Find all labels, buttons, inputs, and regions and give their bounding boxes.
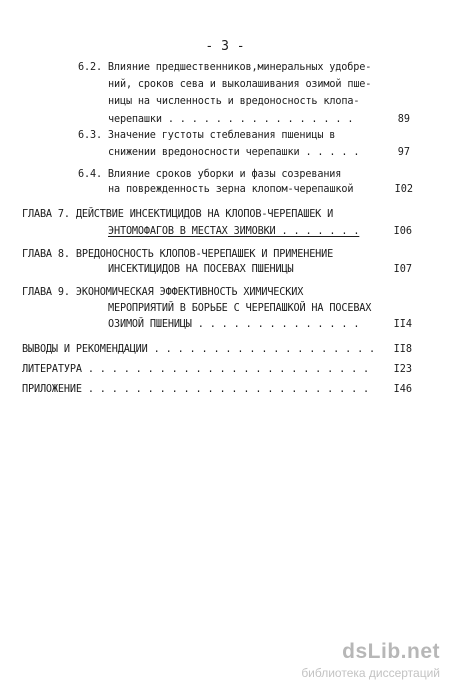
toc-6-2-line-4: черепашки . . . . . . . . . . . . . . . . — [108, 114, 354, 125]
toc-6-3-page: 97 — [397, 147, 410, 158]
toc-chapter-7-line-1: ГЛАВА 7. ДЕЙСТВИЕ ИНСЕКТИЦИДОВ НА КЛОПОВ-ЧЕРЕПАШЕК И — [22, 209, 334, 220]
toc-chapter-9-line-2: МЕРОПРИЯТИЙ В БОРЬБЕ С ЧЕРЕПАШКОЙ НА ПОСЕВАХ — [108, 303, 372, 314]
toc-appendix: ПРИЛОЖЕНИЕ . . . . . . . . . . . . . . . . . . . . . . . . — [22, 384, 370, 395]
toc-chapter-8-page: I07 — [393, 264, 412, 275]
toc-conclusions-page: II8 — [393, 344, 412, 355]
toc-literature: ЛИТЕРАТУРА . . . . . . . . . . . . . . . . . . . . . . . . — [22, 364, 370, 375]
toc-6-2-line-1: 6.2. Влияние предшественников,минеральных удобре- — [78, 62, 372, 73]
toc-6-2-line-2: ний, сроков сева и выколашивания озимой пше- — [108, 79, 372, 90]
toc-chapter-8-line-1: ГЛАВА 8. ВРЕДОНОСНОСТЬ КЛОПОВ-ЧЕРЕПАШЕК И ПРИМЕНЕНИЕ — [22, 249, 334, 260]
page-number: - 3 - — [205, 39, 245, 54]
toc-6-4-line-2: на поврежденность зерна клопом-черепашкой — [108, 184, 354, 195]
watermark-logo: dsLib.net — [342, 640, 440, 663]
toc-6-4-line-1: 6.4. Влияние сроков уборки и фазы созревания — [78, 169, 342, 180]
toc-conclusions: ВЫВОДЫ И РЕКОМЕНДАЦИИ . . . . . . . . . . . . . . . . . . . — [22, 344, 376, 355]
toc-literature-page: I23 — [393, 364, 412, 375]
toc-chapter-9-line-3: ОЗИМОЙ ПШЕНИЦЫ . . . . . . . . . . . . . . — [108, 319, 360, 330]
toc-6-3-line-2: снижении вредоносности черепашки . . . . . — [108, 147, 360, 158]
toc-chapter-9-line-1: ГЛАВА 9. ЭКОНОМИЧЕСКАЯ ЭФФЕКТИВНОСТЬ ХИМИЧЕСКИХ — [22, 287, 304, 298]
toc-appendix-page: I46 — [393, 384, 412, 395]
toc-chapter-8-line-2: ИНСЕКТИЦИДОВ НА ПОСЕВАХ ПШЕНИЦЫ — [108, 264, 294, 275]
toc-chapter-7-page: I06 — [393, 226, 412, 237]
toc-6-4-page: I02 — [394, 184, 413, 195]
toc-6-2-page: 89 — [397, 114, 410, 125]
toc-6-2-line-3: ницы на численность и вредоносность клопа- — [108, 96, 360, 107]
toc-6-3-line-1: 6.3. Значение густоты стеблевания пшеницы в — [78, 130, 336, 141]
watermark-subtitle: библиотека диссертаций — [301, 666, 440, 680]
toc-chapter-9-page: II4 — [393, 319, 412, 330]
toc-chapter-7-line-2: ЭНТОМОФАГОВ В МЕСТАХ ЗИМОВКИ . . . . . . . — [108, 226, 360, 237]
